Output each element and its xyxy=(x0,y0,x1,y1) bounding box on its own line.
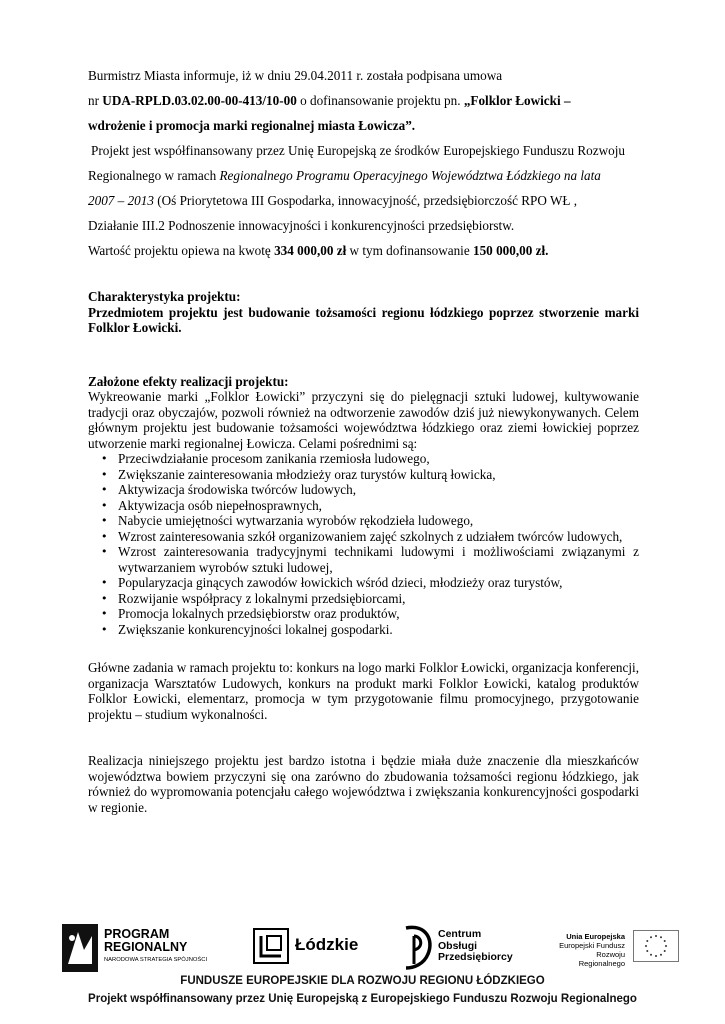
objective-item: • Rozwijanie współpracy z lokalnymi przedsiębiorcami, xyxy=(88,591,639,607)
characteristics-text: Przedmiotem projektu jest budowanie tożsamości regionu łódzkiego poprzez stworzenie marki Folklor Łowicki. xyxy=(88,304,639,335)
eu-logo xyxy=(555,922,680,974)
project-title-end: wdrożenie i promocja marki regionalnej miasta Łowicza”. xyxy=(88,118,416,133)
intro-line xyxy=(88,138,639,163)
intro-section xyxy=(88,63,639,263)
funding-value: 150 000,00 zł. xyxy=(472,243,549,258)
project-value: 334 000,00 zł xyxy=(274,243,347,258)
document-body xyxy=(88,63,639,815)
intro-text: Projekt jest współfinansowany przez Unię Europejską ze środków Europejskiego Funduszu Rozwoju xyxy=(91,143,625,158)
intro-text: Regionalnego w ramach xyxy=(88,168,220,183)
intro-text: nr xyxy=(88,93,103,108)
cop-line2: Obsługi xyxy=(438,939,478,952)
objective-item: • Zwiększanie konkurencyjności lokalnej gospodarki. xyxy=(88,622,639,638)
eu-flag-icon xyxy=(633,930,679,962)
lodzkie-logo xyxy=(253,922,363,974)
program-line2: REGIONALNY xyxy=(104,940,188,954)
program-regionalny-logo xyxy=(60,922,220,974)
contract-number: UDA-RPLD.03.02.00-00-413/10-00 xyxy=(102,93,297,108)
intro-line xyxy=(88,88,639,113)
program-regionalny-emblem-icon xyxy=(62,924,98,972)
objective-item: • Wzrost zainteresowania tradycyjnymi technikami ludowymi i możliwościami związanymi z wytwarzaniem wyrobów sztuki ludowej, xyxy=(88,544,639,575)
intro-line xyxy=(88,63,639,88)
eu-line2: Europejski Fundusz xyxy=(559,941,625,950)
lodzkie-label: Łódzkie xyxy=(295,935,359,954)
objective-item: • Popularyzacja ginących zawodów łowickich wśród dzieci, młodzieży oraz turystów, xyxy=(88,575,639,591)
cop-emblem-icon xyxy=(400,924,434,972)
project-title-start: „Folklor Łowicki – xyxy=(463,93,571,108)
intro-line xyxy=(88,113,639,138)
program-name: Regionalnego Programu Operacyjnego Województwa Łódzkiego na lata xyxy=(219,168,601,183)
intro-line xyxy=(88,213,639,238)
eu-line1: Unia Europejska xyxy=(566,932,625,941)
footer-logos xyxy=(60,922,680,974)
effects-section xyxy=(88,374,639,638)
cop-line1: Centrum xyxy=(438,928,482,940)
objective-item: • Aktywizacja osób niepełnosprawnych, xyxy=(88,498,639,514)
tasks-paragraph: Główne zadania w ramach projektu to: konkurs na logo marki Folklor Łowicki, organizacja konferencji, organizacja Warsztatów Ludowych, konkurs na produkt marki Folklor Łowicki, katalog produktów Folklor Łowicki, elementarz, promocja w tym przygotowanie filmu promocyjnego, przygotowanie projektu – studium wykonalności. xyxy=(88,660,639,722)
objective-item: • Przeciwdziałanie procesom zanikania rzemiosła ludowego, xyxy=(88,451,639,467)
objective-item: • Wzrost zainteresowania szkół organizowaniem zajęć szkolnych z udziałem twórców ludowych, xyxy=(88,529,639,545)
intro-text: Wartość projektu opiewa na kwotę xyxy=(88,243,275,258)
objective-item: • Aktywizacja środowiska twórców ludowych, xyxy=(88,482,639,498)
cop-logo xyxy=(400,922,520,974)
intro-line xyxy=(88,188,639,213)
objectives-list xyxy=(88,451,639,637)
eu-line3: Rozwoju Regionalnego xyxy=(578,950,625,968)
intro-text: Burmistrz Miasta informuje, iż w dniu 29.04.2011 r. została podpisana umowa xyxy=(88,68,503,83)
footer-line2: Projekt współfinansowany przez Unię Europejską z Europejskiego Funduszu Rozwoju Regionalnego xyxy=(88,993,637,1005)
program-line3: NARODOWA STRATEGIA SPÓJNOŚCI xyxy=(104,957,208,963)
characteristics-section xyxy=(88,289,639,336)
objective-item: • Nabycie umiejętności wytwarzania wyrobów rękodzieła ludowego, xyxy=(88,513,639,529)
program-line1: PROGRAM xyxy=(104,927,170,941)
lodzkie-emblem-icon xyxy=(253,928,289,964)
intro-text: Działanie III.2 Podnoszenie innowacyjności i konkurencyjności przedsiębiorstw. xyxy=(88,218,515,233)
footer-line1: FUNDUSZE EUROPEJSKIE DLA ROZWOJU REGIONU ŁÓDZKIEGO xyxy=(180,975,545,987)
intro-line xyxy=(88,163,639,188)
intro-text: (Oś Priorytetowa III Gospodarka, innowacyjność, przedsiębiorczość RPO WŁ , xyxy=(153,193,578,208)
objective-item: • Zwiększanie zainteresowania młodzieży oraz turystów kulturą łowicka, xyxy=(88,467,639,483)
program-years: 2007 – 2013 xyxy=(88,193,154,208)
objective-item: • Promocja lokalnych przedsiębiorstw oraz produktów, xyxy=(88,606,639,622)
effects-heading: Założone efekty realizacji projektu: xyxy=(88,373,289,389)
intro-text: o dofinansowanie projektu pn. xyxy=(296,93,464,108)
intro-line xyxy=(88,238,639,263)
closing-paragraph: Realizacja niniejszego projektu jest bardzo istotna i będzie miała duże znaczenie dla mieszkańców województwa bowiem przyczyni się ona zarówno do zbudowania tożsamości regionu łódzkiego, jak również do wypromowania potencjału całego województwa i zwiększania konkurencyjności gospodarki w regionie. xyxy=(88,753,639,815)
effects-paragraph: Wykreowanie marki „Folklor Łowicki” przyczyni się do pielęgnacji sztuki ludowej, kultywowanie tradycji oraz obyczajów, pozwoli również na odtworzenie zawodów dziś już niewykonywanych. Celem głównym projektu jest budowanie tożsamości województwa łódzkiego oraz ziemi łowickiej poprzez utworzenie marki regionalnej Łowicza. Celami pośrednimi są: xyxy=(88,389,639,451)
cop-line3: Przedsiębiorcy xyxy=(438,951,513,963)
intro-text: w tym dofinansowanie xyxy=(346,243,473,258)
characteristics-heading: Charakterystyka projektu: xyxy=(88,289,241,304)
